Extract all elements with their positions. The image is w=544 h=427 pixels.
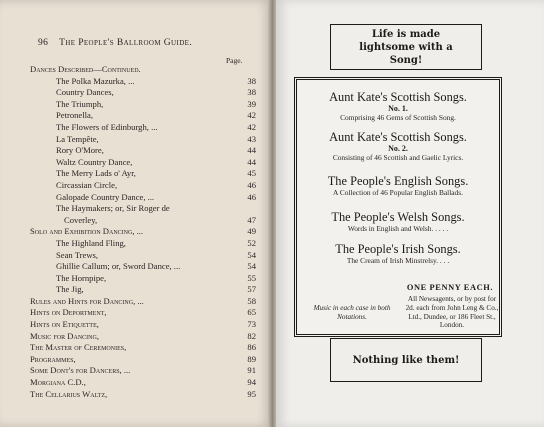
- toc-row: [30, 145, 256, 157]
- toc-title: Rory O'More,: [56, 145, 104, 156]
- toc-page: 54: [247, 249, 256, 260]
- toc-page: 55: [247, 272, 256, 283]
- song-book-ad: [297, 242, 499, 265]
- toc-row: [30, 249, 256, 262]
- toc-row: [30, 295, 256, 308]
- ad-description: Consisting of 46 Scottish and Gaelic Lyrics.: [332, 153, 464, 162]
- toc-title: Country Dances,: [56, 87, 114, 98]
- toc-page: 73: [247, 319, 256, 330]
- toc-row: [30, 388, 256, 401]
- toc-page: 49: [247, 226, 256, 237]
- toc-title: Programmes,: [30, 353, 76, 364]
- music-note: Music in each case in both Notations.: [313, 304, 391, 321]
- toc-page: 46: [247, 191, 256, 202]
- toc-title: Morgiana C.D.,: [30, 377, 86, 388]
- toc-title: Dances Described—Continued.: [30, 64, 141, 74]
- toc-title: Circassian Circle,: [56, 179, 118, 190]
- toc-row: [30, 307, 256, 319]
- toc-row: [30, 284, 256, 296]
- toc-title: Hints on Etiquette,: [30, 319, 99, 330]
- toc-title: The Highland Fling,: [56, 237, 126, 248]
- toc-title: The Cellarius Waltz,: [30, 388, 108, 399]
- toc-page: 52: [247, 237, 256, 248]
- table-of-contents: [30, 64, 256, 400]
- ad-number: No. 1.: [388, 104, 408, 113]
- toc-title: The Polka Mazurka, ...: [56, 75, 135, 86]
- toc-row: [30, 353, 256, 366]
- toc-title: Petronella,: [56, 110, 93, 121]
- toc-title: Waltz Country Dance,: [56, 156, 133, 167]
- toc-page: 65: [247, 307, 256, 318]
- toc-page: 82: [247, 330, 256, 341]
- toc-row: [30, 98, 256, 111]
- toc-page: 94: [247, 377, 256, 388]
- toc-page: 42: [247, 121, 256, 132]
- toc-page: 38: [247, 87, 256, 98]
- toc-page: 47: [247, 214, 256, 225]
- toc-title: Rules and Hints for Dancing, ...: [30, 295, 144, 306]
- toc-title: Some Dont's for Dancers, ...: [30, 365, 131, 376]
- toc-title: Solo and Exhibition Dancing, ...: [30, 226, 144, 237]
- toc-title: The Haymakers; or, Sir Roger de: [56, 203, 170, 214]
- toc-title: Ghillie Callum; or, Sword Dance, ...: [56, 261, 181, 272]
- banner-top: [330, 24, 482, 70]
- running-head: [38, 38, 263, 48]
- toc-row: [30, 319, 256, 331]
- banner-bottom-text: Nothing like them!: [352, 354, 460, 366]
- toc-row: [30, 121, 256, 134]
- toc-page: 95: [247, 388, 256, 399]
- toc-page: 39: [247, 98, 256, 109]
- toc-row: [30, 64, 246, 76]
- ad-description: Comprising 46 Gems of Scottish Song.: [340, 113, 456, 122]
- toc-title: The Hornpipe,: [56, 272, 107, 283]
- ad-title: The People's Irish Songs.: [335, 242, 461, 256]
- toc-page: 44: [247, 145, 256, 156]
- ad-number: No. 2.: [388, 144, 408, 153]
- banner-top-text: Life is made lightsome with a Song!: [359, 28, 453, 66]
- toc-page: 45: [247, 168, 256, 179]
- toc-page: 86: [247, 342, 256, 353]
- song-book-ad: [297, 90, 499, 122]
- song-book-ad: [297, 174, 499, 197]
- toc-row: [30, 261, 256, 273]
- toc-row: [30, 214, 256, 227]
- toc-page: 57: [247, 284, 256, 295]
- toc-row: [30, 330, 256, 343]
- ad-description: A Collection of 46 Popular English Ballads.: [333, 188, 463, 197]
- advertisement-box: [294, 77, 502, 337]
- toc-title: La Tempête,: [56, 133, 99, 144]
- running-head-title: The People's Ballroom Guide.: [59, 38, 193, 48]
- toc-row: [30, 133, 256, 146]
- toc-title: Coverley,: [64, 214, 98, 225]
- toc-title: The Flowers of Edinburgh, ...: [56, 121, 158, 132]
- toc-row: [30, 87, 256, 99]
- toc-page: 42: [247, 110, 256, 121]
- toc-row: [30, 342, 256, 354]
- toc-title: The Triumph,: [56, 98, 104, 109]
- toc-title: The Merry Lads o' Ayr,: [56, 168, 136, 179]
- toc-row: [30, 168, 256, 180]
- toc-page: 46: [247, 179, 256, 190]
- toc-title: Galopade Country Dance, ...: [56, 191, 155, 202]
- price-label: ONE PENNY EACH.: [406, 283, 494, 292]
- toc-row: [30, 75, 256, 88]
- ad-description: Words in English and Welsh. . . . .: [347, 224, 449, 233]
- toc-page: 43: [247, 133, 256, 144]
- toc-row: [30, 377, 256, 389]
- toc-page: 38: [247, 75, 256, 86]
- banner-bottom: [330, 338, 482, 382]
- ad-title: Aunt Kate's Scottish Songs.: [329, 130, 467, 144]
- toc-title: The Jig,: [56, 284, 84, 295]
- toc-row: [30, 179, 256, 192]
- song-book-ad: [297, 210, 499, 233]
- toc-title: Sean Trews,: [56, 249, 99, 260]
- toc-row: [30, 237, 256, 250]
- page-column-label: Page.: [226, 56, 243, 65]
- toc-page: 44: [247, 156, 256, 167]
- toc-page: 91: [247, 365, 256, 376]
- toc-title: Hints on Deportment,: [30, 307, 107, 318]
- toc-page: 89: [247, 353, 256, 364]
- song-book-ad: [297, 130, 499, 162]
- ad-description: The Cream of Irish Minstrelsy. . . .: [346, 256, 450, 265]
- toc-title: Music for Dancing,: [30, 330, 99, 341]
- toc-page: 58: [247, 295, 256, 306]
- toc-row: [30, 156, 256, 169]
- toc-row: [30, 110, 256, 122]
- toc-row: [30, 226, 256, 238]
- page-number: 96: [38, 38, 49, 48]
- price-note: All Newsagents, or by post for 2d. each from John Leng & Co., Ltd., Dundee, or 186 Fleet St., London.: [405, 295, 499, 330]
- toc-row: [30, 272, 256, 285]
- ad-title: The People's Welsh Songs.: [331, 210, 465, 224]
- toc-title: The Master of Ceremonies,: [30, 342, 127, 353]
- ad-title: Aunt Kate's Scottish Songs.: [329, 90, 467, 104]
- toc-row: [30, 191, 256, 204]
- toc-row: [30, 203, 246, 215]
- toc-page: 54: [247, 261, 256, 272]
- ad-title: The People's English Songs.: [327, 174, 469, 188]
- toc-row: [30, 365, 256, 377]
